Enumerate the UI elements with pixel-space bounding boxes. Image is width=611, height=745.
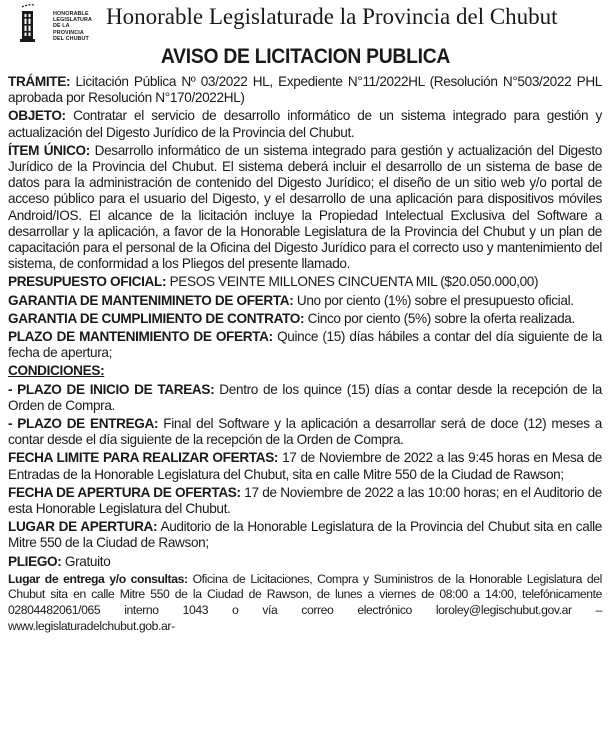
logo-text-line: HONORABLE — [53, 11, 89, 17]
item-unico-label: ÍTEM ÚNICO: — [8, 142, 90, 158]
pliego-label: PLIEGO: — [8, 553, 62, 569]
logo-text-line: LEGISLATURA — [53, 17, 93, 24]
logo-text-line: DE LA PROVINCIA — [53, 23, 84, 36]
pliego-text: Gratuito — [61, 553, 111, 569]
presupuesto-paragraph — [8, 274, 602, 290]
presupuesto-label: PRESUPUESTO OFICIAL: — [8, 274, 167, 290]
item-unico-paragraph — [8, 143, 602, 273]
plazo-entrega-label: - PLAZO DE ENTREGA: — [8, 416, 159, 432]
header — [0, 0, 611, 46]
notice-body — [8, 74, 602, 634]
consultas-text: Oficina de Licitaciones, Compra y Suministros de la Honorable Legislatura del Chubut sita en calle Mitre 550 de la Ciudad de Rawson, de lunes a viernes de 08:00 a 14:00, telefónicamente 02804482061/065 interno 1043 o vía correo electrónico loroley@legischubut.gov.ar – www.legislaturadelchubut.gob.ar- — [8, 571, 602, 633]
fecha-limite-label: FECHA LIMITE PARA REALIZAR OFERTAS: — [8, 450, 279, 466]
tramite-text: Licitación Pública Nº 03/2022 HL, Expediente N°11/2022HL (Resolución N°503/2022 PHL aprobada por Resolución N°170/2022HL) — [8, 74, 602, 106]
plazo-entrega-paragraph — [8, 416, 602, 448]
pliego-paragraph — [8, 554, 602, 570]
garantia-mantenimiento-text: Uno por ciento (1%) sobre el presupuesto oficial. — [293, 292, 574, 308]
notice-title: AVISO DE LICITACION PUBLICA — [160, 45, 451, 68]
lugar-apertura-text: Auditorio de la Honorable Legislatura de la Provincia del Chubut sita en calle Mitre 550 de la Ciudad de Rawson; — [8, 519, 603, 551]
condiciones-heading: CONDICIONES: — [8, 363, 105, 379]
garantia-cumplimiento-label: GARANTIA DE CUMPLIMIENTO DE CONTRATO: — [8, 310, 305, 326]
legislature-emblem-icon — [18, 4, 52, 44]
plazo-inicio-paragraph — [8, 382, 602, 414]
logo-text — [53, 11, 98, 42]
fecha-limite-text: 17 de Noviembre de 2022 a las 9:45 horas en Mesa de Entradas de la Honorable Legislatura del Chubut, sita en calle Mitre 550 de la Ciudad de Rawson; — [8, 450, 602, 482]
plazo-inicio-label: - PLAZO DE INICIO DE TAREAS: — [8, 381, 215, 397]
presupuesto-text: PESOS VEINTE MILLONES CINCUENTA MIL ($20.050.000,00) — [166, 274, 539, 290]
consultas-paragraph — [8, 572, 602, 634]
plazo-mantenimiento-text: Quince (15) días hábiles a contar del día siguiente de la fecha de apertura; — [8, 329, 603, 361]
garantia-cumplimiento-paragraph — [8, 311, 602, 327]
fecha-apertura-label: FECHA DE APERTURA DE OFERTAS: — [8, 484, 241, 500]
item-unico-text: Desarrollo informático de un sistema integrado para gestión y actualización del Digesto Jurídico de la Provincia del Chubut. El sistema deberá incluir el desarrollo de un sistema de base de datos para la administración de contenido del Digesto Jurídico; el diseño de un sitio web y/o portal de acceso público para el usuario del Digesto, y el desarrollo de una aplicación para dispositivos móviles Android/IOS. El alcance de la licitación incluye la Propiedad Intelectual Exclusiva del Software a desarrollar y la aplicación, a favor de la Honorable Legislatura de la Provincia del Chubut y un plan de capacitación para el personal de la Oficina del Digesto Jurídico para el correcto uso y mantenimiento del sistema, de conformidad a los Pliegos del presente llamado. — [8, 142, 602, 272]
garantia-mantenimiento-label: GARANTIA DE MANTENIMINETO DE OFERTA: — [8, 292, 294, 308]
garantia-mantenimiento-paragraph — [8, 293, 602, 309]
plazo-inicio-text: Dentro de los quince (15) días a contar desde la recepción de la Orden de Compra. — [8, 381, 602, 413]
plazo-mantenimiento-paragraph — [8, 329, 602, 361]
objeto-text: Contratar el servicio de desarrollo informático de un sistema integrado para gestión y actualización del Digesto Jurídico de la Provincia del Chubut. — [8, 108, 602, 140]
objeto-paragraph — [8, 108, 602, 140]
logo-text-line: DEL CHUBUT — [53, 35, 89, 42]
fecha-apertura-text: 17 de Noviembre de 2022 a las 10:00 horas; en el Auditorio de esta Honorable Legislatura del Chubut. — [8, 484, 602, 517]
fecha-limite-paragraph — [8, 450, 602, 482]
consultas-label: Lugar de entrega y/o consultas: — [8, 571, 188, 586]
plazo-entrega-text: Final del Software y la aplicación a desarrollar será de doce (12) meses a contar desde el día siguiente de la recepción de la Orden de Compra. — [8, 416, 602, 448]
objeto-label: OBJETO: — [8, 108, 66, 124]
organization-title: Honorable Legislaturade la Provincia del Chubut — [106, 4, 558, 29]
fecha-apertura-paragraph — [8, 485, 602, 517]
tramite-label: TRÁMITE: — [8, 74, 71, 89]
lugar-apertura-paragraph — [8, 519, 602, 551]
garantia-cumplimiento-text: Cinco por ciento (5%) sobre la oferta realizada. — [304, 310, 575, 326]
tramite-paragraph — [8, 74, 602, 106]
plazo-mantenimiento-label: PLAZO DE MANTENIMIENTO DE OFERTA: — [8, 329, 273, 345]
legislature-logo — [18, 4, 98, 44]
lugar-apertura-label: LUGAR DE APERTURA: — [8, 519, 158, 535]
